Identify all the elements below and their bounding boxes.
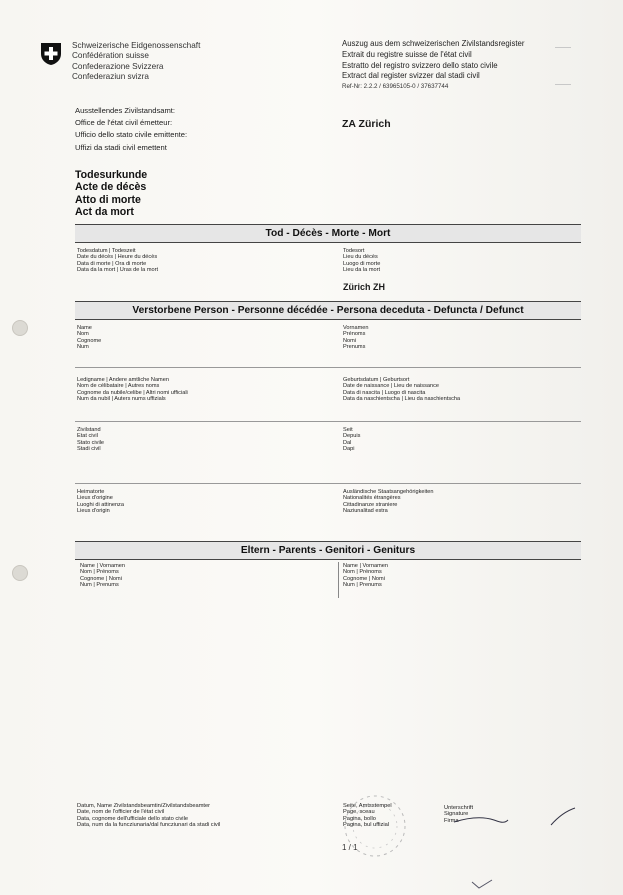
label-line: Nationalités étrangères <box>343 495 401 502</box>
birth-labels <box>343 377 460 403</box>
office-label-rm: Uffizi da stadi civil emettent <box>75 142 167 152</box>
signature-mark-icon <box>548 805 578 829</box>
label-line: Depuis <box>343 433 361 440</box>
label-line: Cognome | Nomi <box>343 575 385 582</box>
label-line: Data di nascita | Luogo di nascita <box>343 389 426 396</box>
death-place-labels <box>343 248 380 274</box>
since-labels <box>343 427 360 453</box>
extract-de: Auszug aus dem schweizerischen Zivilstandsregister <box>342 39 525 48</box>
label-line: Cittadinanze straniere <box>343 501 398 508</box>
label-line: Data, cognome dell'ufficiale dello stato civile <box>77 815 189 822</box>
label-line: Num | Prenums <box>80 582 119 589</box>
label-line: Unterschrift <box>444 805 474 811</box>
label-line: Vornamen <box>343 325 369 331</box>
extract-fr: Extrait du registre suisse de l'état civil <box>342 49 472 59</box>
label-line: Zivilstand <box>77 427 101 433</box>
parent-one-labels <box>80 563 125 589</box>
label-line: Nom | Prénoms <box>80 569 119 576</box>
firstname-labels <box>343 325 369 351</box>
label-line: Nom de célibataire | Autres noms <box>77 383 160 390</box>
label-line: Ausländische Staatsangehörigkeiten <box>343 489 434 495</box>
stamp-labels <box>343 803 392 829</box>
swiss-cross-emblem-icon <box>40 42 62 66</box>
extract-rm: Extract dal register svizzer dal stadi civil <box>342 71 480 81</box>
office-label-de: Ausstellendes Zivilstandsamt: <box>75 106 176 115</box>
label-line: Num da nubil | Auters nums uffizials <box>77 396 166 403</box>
death-place-value: Zürich ZH <box>343 282 385 292</box>
parents-section-header: Eltern - Parents - Genitori - Geniturs <box>75 541 581 560</box>
label-line: Heimatorte <box>77 489 105 495</box>
title-de: Todesurkunde <box>75 169 148 181</box>
issuing-office-labels <box>75 105 187 154</box>
label-line: Lieus d'origin <box>77 508 110 515</box>
title-fr: Acte de décès <box>75 181 147 194</box>
label-line: Name <box>77 325 92 331</box>
title-rm: Act da mort <box>75 206 134 219</box>
label-line: Seit <box>343 427 353 433</box>
label-line: Todesdatum | Todeszeit <box>77 248 136 254</box>
title-it: Atto di morte <box>75 193 141 206</box>
official-labels <box>77 803 220 829</box>
origin-labels <box>77 489 124 515</box>
maiden-name-labels <box>77 377 188 403</box>
label-line: Lieux d'origine <box>77 495 113 502</box>
death-date-labels <box>77 248 158 274</box>
label-line: Dapi <box>343 446 355 453</box>
label-line: Geburtsdatum | Geburtsort <box>343 377 410 383</box>
label-line: Num <box>77 344 89 351</box>
field-divider <box>75 421 581 422</box>
label-line: Name | Vornamen <box>343 563 388 569</box>
label-line: Lieu da la mort <box>343 267 381 274</box>
confederation-de: Schweizerische Eidgenossenschaft <box>72 41 201 50</box>
label-line: Nom <box>77 331 89 338</box>
field-divider <box>75 367 581 368</box>
label-line: Firma <box>444 817 459 824</box>
extract-heading <box>342 39 524 93</box>
label-line: Prénoms <box>343 331 366 338</box>
label-line: Stadi civil <box>77 446 101 453</box>
label-line: Num | Prenums <box>343 582 382 589</box>
label-line: Page, sceau <box>343 809 375 816</box>
confederation-it: Confederazione Svizzera <box>72 61 164 71</box>
label-line: Data da naschientscha | Lieu da naschientscha <box>343 396 461 403</box>
deceased-section-header: Verstorbene Person - Personne décédée - Persona deceduta - Defuncta / Defunct <box>75 301 581 320</box>
name-labels <box>77 325 101 351</box>
confederation-rm: Confederaziun svizra <box>72 72 149 82</box>
label-line: Cognome da nubile/celibe | Altri nomi ufficiali <box>77 389 188 396</box>
confederation-names <box>72 41 200 83</box>
label-line: Cognome | Nomi <box>80 575 122 582</box>
label-line: Ledigname | Andere amtliche Namen <box>77 377 169 383</box>
signature-stroke-icon <box>452 808 512 828</box>
check-mark-icon <box>470 878 494 890</box>
office-label-fr: Office de l'état civil émetteur: <box>75 118 173 128</box>
label-line: Pagina, bollo <box>343 815 376 822</box>
label-line: Date de naissance | Lieu de naissance <box>343 383 439 390</box>
parents-divider <box>338 562 339 598</box>
death-section-header: Tod - Décès - Morte - Mort <box>75 224 581 243</box>
office-label-it: Ufficio dello stato civile emittente: <box>75 130 188 140</box>
page-number: 1 / 1 <box>342 843 358 852</box>
issuing-office-value: ZA Zürich <box>342 118 391 130</box>
field-divider <box>75 483 581 484</box>
parent-two-labels <box>343 563 388 589</box>
label-line: Naziunalitad estra <box>343 508 388 515</box>
label-line: Nom | Prénoms <box>343 569 382 576</box>
label-line: Data da la mort | Uras de la mort <box>77 267 159 274</box>
label-line: Luoghi di attinenza <box>77 501 124 508</box>
punch-hole <box>12 565 28 581</box>
label-line: Datum, Name Zivilstandsbeamtin/Zivilstandsbeamter <box>77 803 211 809</box>
label-line: Stato civile <box>77 439 105 446</box>
label-line: Seite, Amtsstempel <box>343 803 392 809</box>
label-line: Dal <box>343 439 352 446</box>
label-line: Date, nom de l'officier de l'état civil <box>77 809 165 816</box>
certificate-title <box>75 169 147 219</box>
label-line: Lieu du décès <box>343 254 378 261</box>
label-line: Name | Vornamen <box>80 563 125 569</box>
extract-it: Estratto del registro svizzero dello stato civile <box>342 60 498 70</box>
label-line: Data, num da la funcziunaria/dal funcziunari da stadi civil <box>77 822 221 829</box>
margin-mark <box>555 47 571 48</box>
label-line: Data di morte | Ora di morte <box>77 260 147 267</box>
margin-mark <box>555 84 571 85</box>
confederation-fr: Confédération suisse <box>72 51 149 61</box>
punch-hole <box>12 320 28 336</box>
label-line: Luogo di morte <box>343 260 381 267</box>
label-line: Cognome <box>77 337 102 344</box>
label-line: Date du décès | Heure du décès <box>77 254 158 261</box>
reference-number: Ref-Nr: 2.2.2 / 63965105-0 / 37637744 <box>342 83 449 91</box>
label-line: Todesort <box>343 248 365 254</box>
civil-status-labels <box>77 427 104 453</box>
label-line: Pagina, bul uffizial <box>343 822 390 829</box>
label-line: Etat civil <box>77 433 98 440</box>
label-line: Nomi <box>343 337 357 344</box>
foreign-nationality-labels <box>343 489 434 515</box>
label-line: Signature <box>444 811 469 818</box>
label-line: Prenums <box>343 344 366 351</box>
